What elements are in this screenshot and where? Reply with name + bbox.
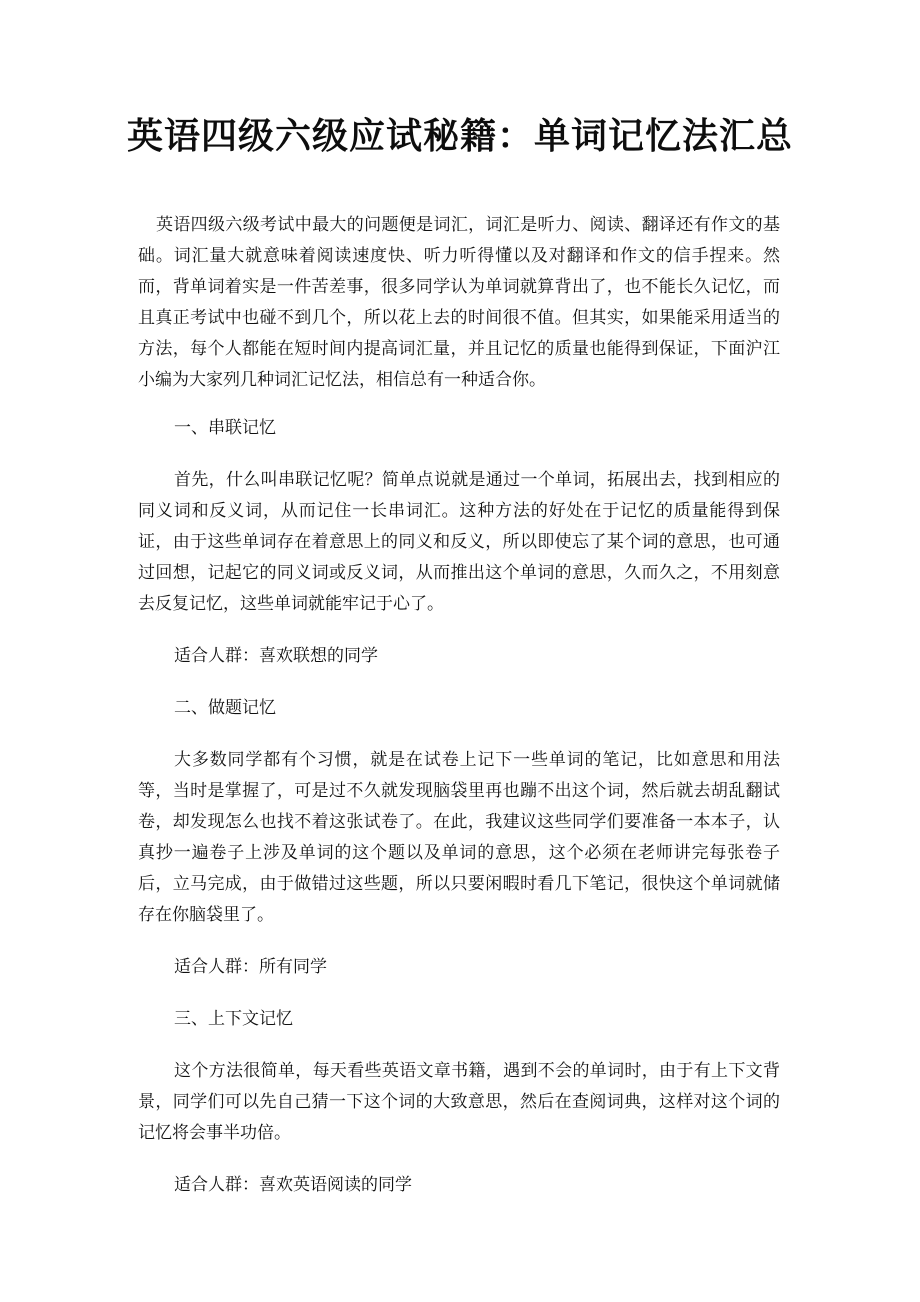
section-audience-3: 适合人群：喜欢英语阅读的同学 bbox=[174, 1175, 412, 1195]
section-body-2: 大多数同学都有个习惯，就是在试卷上记下一些单词的笔记，比如意思和用法等，当时是掌握了，可是过不久就发现脑袋里再也蹦不出这个词，然后就去胡乱翻试卷，却发现怎么也找不着这张试卷了。在此，我建议这些同学们要准备一本本子，认真抄一遍卷子上涉及单词的这个题以及单词的意思，这个必须在老师讲完每张卷子后，立马完成，由于做错过这些题，所以只要闲暇时看几下笔记，很快这个单词就储存在你脑袋里了。 bbox=[138, 750, 780, 925]
intro-paragraph: 英语四级六级考试中最大的问题便是词汇，词汇是听力、阅读、翻译还有作文的基础。词汇量大就意味着阅读速度快、听力听得懂以及对翻译和作文的信手捏来。然而，背单词着实是一件苦差事，很多同学认为单词就算背出了，也不能长久记忆，而且真正考试中也碰不到几个，所以花上去的时间很不值。但其实，如果能采用适当的方法，每个人都能在短时间内提高词汇量，并且记忆的质量也能得到保证，下面沪江小编为大家列几种词汇记忆法，相信总有一种适合你。 bbox=[138, 215, 780, 390]
section-heading-2: 二、做题记忆 bbox=[174, 698, 276, 718]
section-audience-2: 适合人群：所有同学 bbox=[174, 957, 327, 977]
section-audience-1: 适合人群：喜欢联想的同学 bbox=[174, 646, 378, 666]
section-heading-1: 一、串联记忆 bbox=[174, 418, 276, 438]
page-title: 英语四级六级应试秘籍：单词记忆法汇总 bbox=[126, 115, 793, 157]
section-body-1: 首先，什么叫串联记忆呢？简单点说就是通过一个单词，拓展出去，找到相应的同义词和反义词，从而记住一长串词汇。这种方法的好处在于记忆的质量能得到保证，由于这些单词存在着意思上的同义和反义，所以即使忘了某个词的意思，也可通过回想，记起它的同义词或反义词，从而推出这个单词的意思，久而久之，不用刻意去反复记忆，这些单词就能牢记于心了。 bbox=[138, 470, 780, 614]
section-heading-3: 三、上下文记忆 bbox=[174, 1009, 293, 1029]
document-body bbox=[138, 210, 780, 1201]
section-body-3: 这个方法很简单，每天看些英语文章书籍，遇到不会的单词时，由于有上下文背景，同学们可以先自己猜一下这个词的大致意思，然后在查阅词典，这样对这个词的记忆将会事半功倍。 bbox=[138, 1061, 780, 1143]
